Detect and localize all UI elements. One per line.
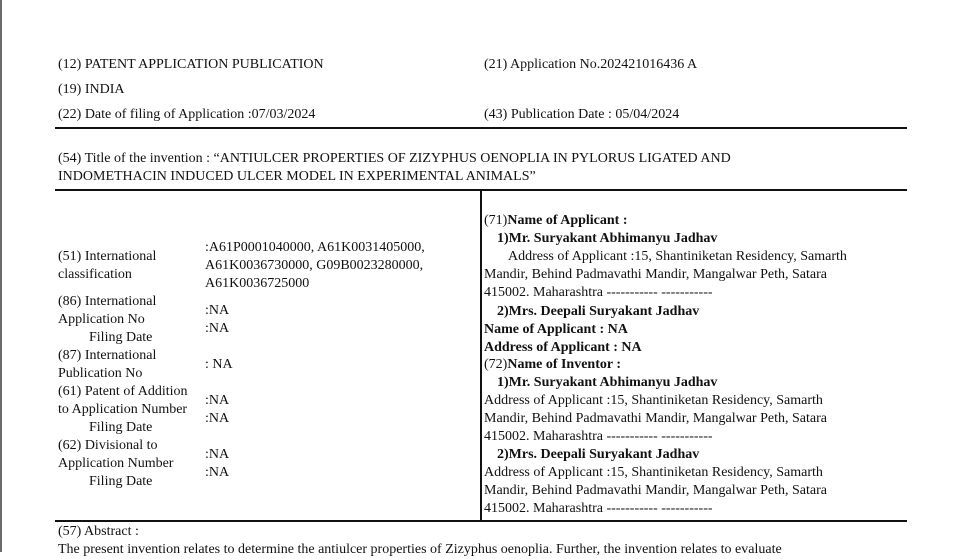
addition-label-3: Filing Date [89, 420, 153, 435]
column-divider [480, 190, 482, 521]
addition-value-2: :NA [205, 411, 230, 426]
inventor-2-address-3: 415002. Maharashtra ----------- ----------- [484, 501, 713, 516]
inventor-1-address-2: Mandir, Behind Padmavathi Mandir, Mangalwar Peth, Satara [484, 411, 827, 426]
classification-label-1: (51) International [58, 249, 157, 264]
applicant-1-address-2: Mandir, Behind Padmavathi Mandir, Mangalwar Peth, Satara [484, 267, 827, 282]
invention-title-line2: INDOMETHACIN INDUCED ULCER MODEL IN EXPERIMENTAL ANIMALS” [58, 169, 536, 184]
intl-pub-label-2: Publication No [58, 366, 143, 381]
divisional-label-3: Filing Date [89, 474, 153, 489]
inventor-1-address-3: 415002. Maharashtra ----------- ----------- [484, 429, 713, 444]
classification-value-2: A61K0036730000, G09B0023280000, [205, 258, 424, 273]
invention-title-line1: (54) Title of the invention : “ANTIULCER PROPERTIES OF ZIZYPHUS OENOPLIA IN PYLORUS LIGATED AND [58, 151, 731, 166]
abstract-line-1: The present invention relates to determine the antiulcer properties of Zizyphus oenoplia. Further, the invention relates to evaluate [58, 542, 782, 557]
header-divider [55, 127, 907, 129]
abstract-divider [55, 520, 907, 522]
application-number: (21) Application No.202421016436 A [484, 57, 698, 72]
applicant-1-address-3: 415002. Maharashtra ----------- ----------- [484, 285, 713, 300]
intl-app-label-1: (86) International [58, 294, 157, 309]
addition-label-2: to Application Number [58, 402, 188, 417]
divisional-value-2: :NA [205, 465, 230, 480]
inventor-1-name: 1)Mr. Suryakant Abhimanyu Jadhav [497, 375, 718, 390]
publication-date: (43) Publication Date : 05/04/2024 [484, 107, 680, 122]
country: (19) INDIA [58, 82, 125, 97]
applicant-2-name: 2)Mrs. Deepali Suryakant Jadhav [497, 304, 700, 319]
applicant-1-name: 1)Mr. Suryakant Abhimanyu Jadhav [497, 231, 718, 246]
addition-value-1: :NA [205, 393, 230, 408]
applicant-heading-label: Name of Applicant : [507, 213, 628, 228]
intl-app-value-1: :NA [205, 303, 230, 318]
divisional-label-2: Application Number [58, 456, 174, 471]
window-left-border [0, 0, 2, 552]
inventor-heading-number: (72) [484, 357, 508, 372]
applicant-heading-number: (71) [484, 213, 508, 228]
inventor-2-name: 2)Mrs. Deepali Suryakant Jadhav [497, 447, 700, 462]
inventor-2-address-2: Mandir, Behind Padmavathi Mandir, Mangalwar Peth, Satara [484, 483, 827, 498]
divisional-label-1: (62) Divisional to [58, 438, 158, 453]
applicant-heading [484, 212, 628, 230]
inventor-2-address-1: Address of Applicant :15, Shantiniketan Residency, Samarth [484, 465, 823, 480]
divisional-value-1: :NA [205, 447, 230, 462]
applicant-1-address-1: Address of Applicant :15, Shantiniketan Residency, Samarth [508, 249, 847, 264]
abstract-heading: (57) Abstract : [58, 524, 139, 539]
inventor-1-address-1: Address of Applicant :15, Shantiniketan Residency, Samarth [484, 393, 823, 408]
intl-app-value-2: :NA [205, 321, 230, 336]
classification-value-3: A61K0036725000 [205, 276, 310, 291]
intl-app-label-3: Filing Date [89, 330, 153, 345]
publication-type: (12) PATENT APPLICATION PUBLICATION [58, 57, 324, 72]
applicant-address-na: Address of Applicant : NA [484, 340, 642, 355]
applicant-name-na: Name of Applicant : NA [484, 322, 628, 337]
intl-pub-label-1: (87) International [58, 348, 157, 363]
addition-label-1: (61) Patent of Addition [58, 384, 188, 399]
inventor-heading [484, 356, 621, 374]
intl-pub-value: : NA [205, 357, 233, 372]
inventor-heading-label: Name of Inventor : [507, 357, 621, 372]
filing-date: (22) Date of filing of Application :07/03/2024 [58, 107, 316, 122]
classification-label-2: classification [58, 267, 132, 282]
intl-app-label-2: Application No [58, 312, 145, 327]
classification-value-1: :A61P0001040000, A61K0031405000, [205, 240, 425, 255]
